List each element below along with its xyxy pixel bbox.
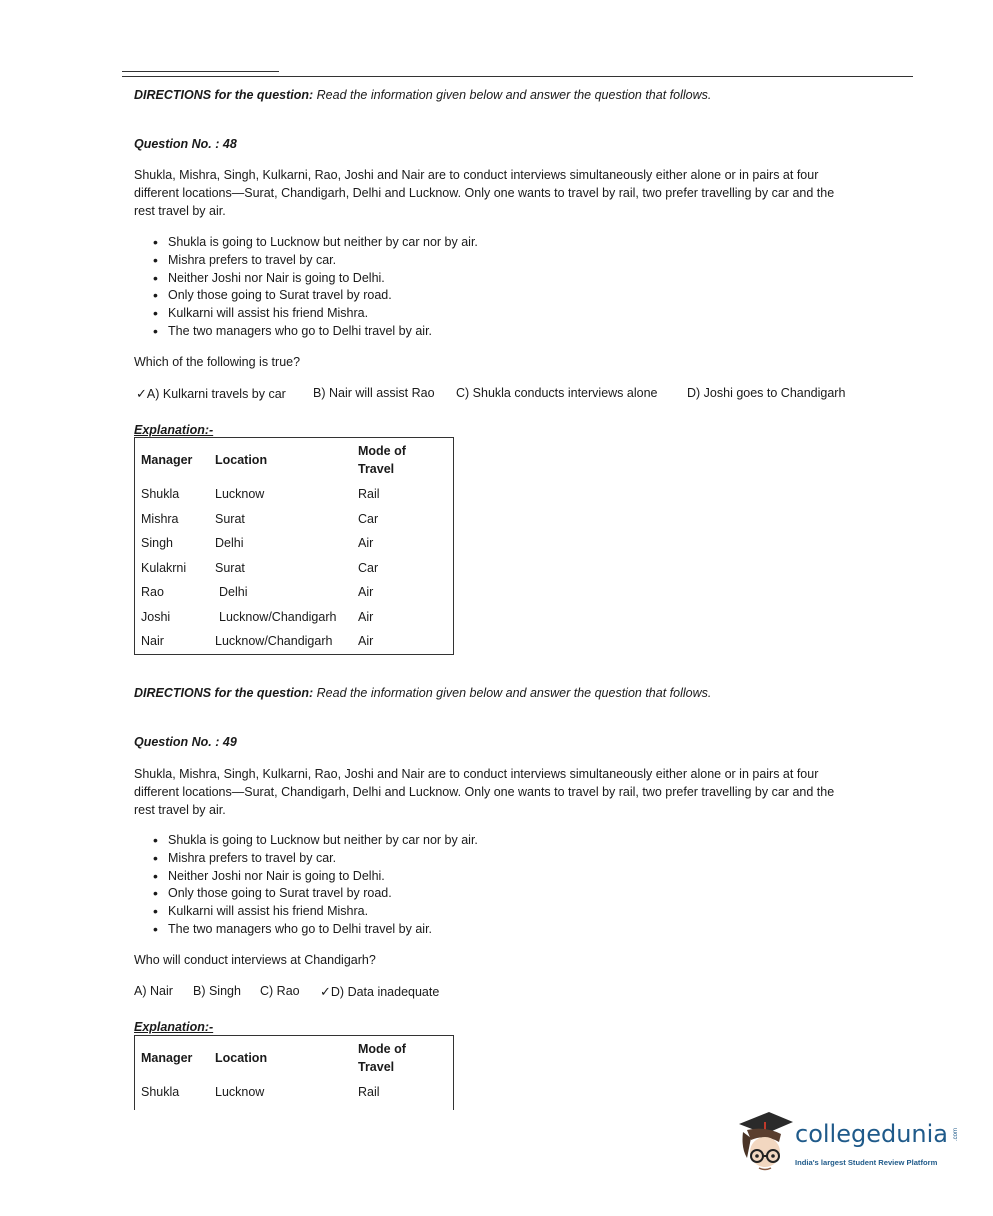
header-rule-long — [122, 76, 913, 77]
directions-q48: DIRECTIONS for the question: Read the information given below and answer the question that follows. — [134, 88, 712, 102]
explanation-table-49 — [134, 1035, 454, 1110]
table-cell: Shukla — [141, 487, 180, 501]
table-cell: Delhi — [219, 585, 248, 599]
table-cell: Nair — [141, 634, 164, 648]
table-cell: Surat — [215, 512, 245, 526]
table-cell: Surat — [215, 561, 245, 575]
options-q48 — [134, 386, 894, 404]
clue-item: • Mishra prefers to travel by car. — [150, 850, 478, 868]
brand-name: collegedunia — [795, 1120, 949, 1148]
clue-list-q48 — [150, 234, 478, 341]
table-cell: Air — [358, 610, 374, 624]
mascot-icon — [735, 1108, 797, 1178]
question-number-49: Question No. : 49 — [134, 735, 237, 749]
clue-item: • Kulkarni will assist his friend Mishra. — [150, 903, 478, 921]
clue-item: • The two managers who go to Delhi travel by air. — [150, 323, 478, 341]
table-cell: Lucknow — [215, 487, 265, 501]
clue-item: • The two managers who go to Delhi travel by air. — [150, 921, 478, 939]
question-prompt-49: Who will conduct interviews at Chandigarh? — [134, 953, 376, 967]
option-a: A) Nair — [134, 984, 173, 998]
clue-item: • Neither Joshi nor Nair is going to Delhi. — [150, 270, 478, 288]
table-cell: Air — [358, 585, 374, 599]
table-cell: Rail — [358, 1085, 380, 1099]
passage-line: rest travel by air. — [134, 803, 226, 817]
clue-item: • Shukla is going to Lucknow but neither by car nor by air. — [150, 234, 478, 252]
explanation-table-48 — [134, 437, 454, 655]
brand-suffix: .com — [953, 1128, 959, 1142]
clue-item: • Mishra prefers to travel by car. — [150, 252, 478, 270]
table-header-mode: Mode of — [358, 444, 406, 458]
option-c: C) Rao — [260, 984, 300, 998]
brand-tagline: India's largest Student Review Platform — [795, 1158, 938, 1167]
table-header-manager: Manager — [141, 1051, 193, 1065]
option-d: ✓D) Data inadequate — [320, 984, 440, 999]
table-header-location: Location — [215, 453, 268, 467]
passage-line: different locations—Surat, Chandigarh, Delhi and Lucknow. Only one wants to travel by rail, two prefer travelling by car and the — [134, 785, 835, 799]
table-cell: Rao — [141, 585, 164, 599]
question-number-48: Question No. : 48 — [134, 137, 237, 151]
table-header-location: Location — [215, 1051, 268, 1065]
clue-item: • Kulkarni will assist his friend Mishra. — [150, 305, 478, 323]
option-d: D) Joshi goes to Chandigarh — [687, 386, 846, 400]
table-cell: Lucknow/Chandigarh — [215, 634, 333, 648]
table-cell: Car — [358, 512, 379, 526]
table-cell: Air — [358, 536, 374, 550]
clue-item: • Shukla is going to Lucknow but neither by car nor by air. — [150, 832, 478, 850]
option-c: C) Shukla conducts interviews alone — [456, 386, 658, 400]
passage-q48 — [134, 166, 904, 220]
explanation-label-48: Explanation:- — [134, 423, 214, 437]
table-cell: Air — [358, 634, 374, 648]
clue-list-q49 — [150, 832, 478, 939]
header-rule-short — [122, 71, 279, 72]
table-cell: Kulakrni — [141, 561, 187, 575]
table-cell: Car — [358, 561, 379, 575]
checkmark-icon: ✓ — [320, 984, 331, 999]
passage-q49 — [134, 765, 904, 819]
table-cell: Mishra — [141, 512, 179, 526]
clue-item: • Only those going to Surat travel by road. — [150, 885, 478, 903]
table-header-travel: Travel — [358, 1060, 395, 1074]
checkmark-icon: ✓ — [136, 386, 147, 401]
option-b: B) Nair will assist Rao — [313, 386, 435, 400]
table-cell: Delhi — [215, 536, 244, 550]
table-cell: Lucknow — [215, 1085, 265, 1099]
option-b: B) Singh — [193, 984, 241, 998]
passage-line: Shukla, Mishra, Singh, Kulkarni, Rao, Joshi and Nair are to conduct interviews simultaneously either alone or in pairs at four — [134, 168, 819, 182]
clue-item: • Neither Joshi nor Nair is going to Delhi. — [150, 868, 478, 886]
question-prompt-48: Which of the following is true? — [134, 355, 301, 369]
table-cell: Lucknow/Chandigarh — [219, 610, 337, 624]
table-header-travel: Travel — [358, 462, 395, 476]
table-header-mode: Mode of — [358, 1042, 406, 1056]
table-cell: Singh — [141, 536, 173, 550]
table-cell: Joshi — [141, 610, 171, 624]
passage-line: Shukla, Mishra, Singh, Kulkarni, Rao, Joshi and Nair are to conduct interviews simultaneously either alone or in pairs at four — [134, 767, 819, 781]
table-header-manager: Manager — [141, 453, 193, 467]
passage-line: different locations—Surat, Chandigarh, Delhi and Lucknow. Only one wants to travel by rail, two prefer travelling by car and the — [134, 186, 835, 200]
directions-q49: DIRECTIONS for the question: Read the information given below and answer the question that follows. — [134, 686, 712, 700]
table-cell: Shukla — [141, 1085, 180, 1099]
option-a: ✓A) Kulkarni travels by car — [136, 386, 286, 401]
options-q49 — [134, 984, 534, 1002]
explanation-label-49: Explanation:- — [134, 1020, 214, 1034]
passage-line: rest travel by air. — [134, 204, 226, 218]
table-cell: Rail — [358, 487, 380, 501]
clue-item: • Only those going to Surat travel by road. — [150, 287, 478, 305]
